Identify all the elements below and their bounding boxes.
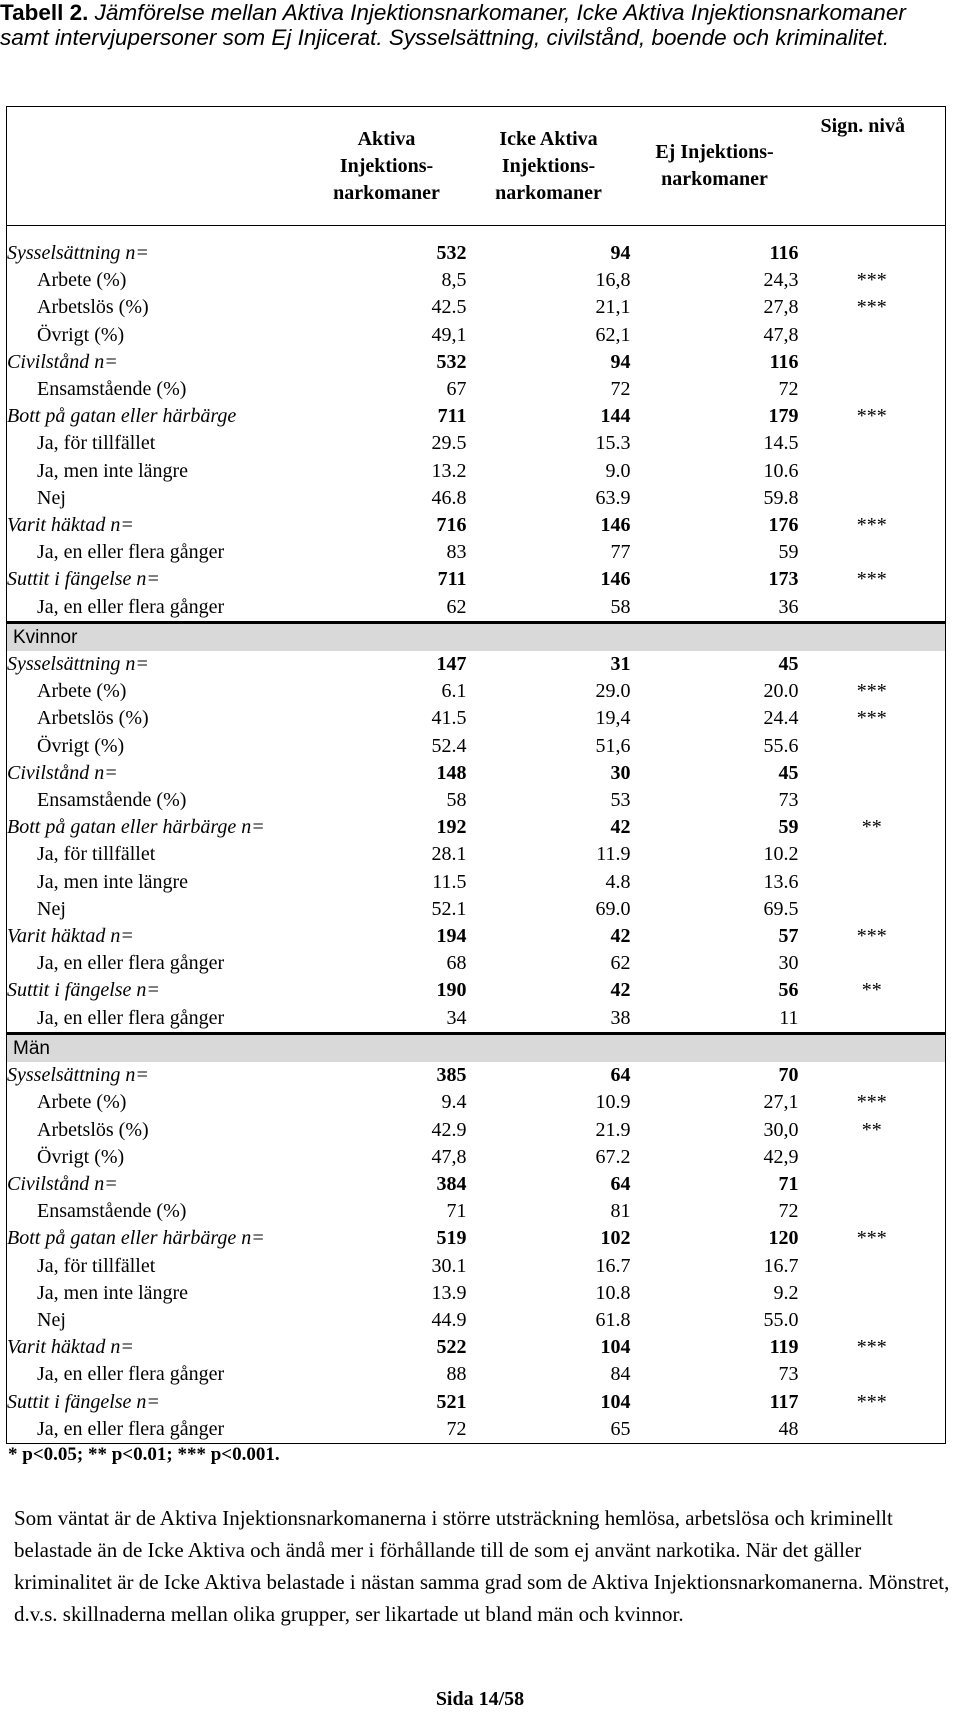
value-cell: 72 [610,378,631,401]
value-cell: 42 [610,925,631,948]
table-row [7,322,946,349]
value-cell: 711 [437,405,467,428]
significance-cell [799,760,946,787]
table-row [7,512,946,539]
value-cell: 69.0 [595,897,631,920]
row-label: Nej [7,896,307,923]
row-label: Civilstånd n= [7,1171,307,1198]
row-label: Ja, för tillfället [7,841,307,868]
value-cell: 42.9 [431,1118,467,1141]
value-cell: 13.6 [763,870,799,893]
significance-cell: *** [799,512,946,539]
value-cell: 385 [436,1064,467,1087]
value-cell: 55.0 [763,1308,799,1331]
spacer-cell [307,226,467,241]
value-cell: 59 [778,541,799,564]
value-cell: 51,6 [595,734,631,757]
significance-cell: *** [799,294,946,321]
value-cell: 16,8 [595,269,631,292]
value-cell: 45 [778,653,799,676]
row-label: Arbetslös (%) [7,294,307,321]
value-cell: 59 [778,816,799,839]
row-label: Sysselsättning n= [7,651,307,678]
value-cell: 30 [778,952,799,975]
table-body [7,226,946,1444]
value-cell: 532 [436,242,467,264]
table-row [7,539,946,566]
table-row [7,1361,946,1388]
value-cell: 146 [600,514,631,537]
row-label: Arbetslös (%) [7,705,307,732]
value-cell: 521 [436,1390,467,1413]
value-cell: 147 [436,653,467,676]
row-label: Arbete (%) [7,678,307,705]
value-cell: 94 [610,350,631,373]
significance-cell [799,733,946,760]
significance-cell: *** [799,403,946,430]
summary-paragraph: Som väntat är de Aktiva Injektionsnarkomanerna i större utsträckning hemlösa, arbetslösa och kriminellt belastade än de Icke Aktiva och ändå mer i förhållande till de som ej använt narkotika. När det gäller kriminalitet är de Icke Aktiva belastade i nästan samma grad som de Aktiva Injektionsnarkomanerna. Mönstret, d.v.s. skillnaderna mellan olika grupper, ser likartade ut bland män och kvinnor. [14,1506,950,1626]
table-header-row [7,107,946,226]
value-cell: 64 [610,1172,631,1195]
value-cell: 16.7 [595,1254,631,1277]
value-cell: 148 [436,761,467,784]
significance-cell [799,1361,946,1388]
row-label: Ja, en eller flera gånger [7,1361,307,1388]
row-label: Suttit i fängelse n= [7,1389,307,1416]
value-cell: 71 [446,1200,467,1223]
value-cell: 116 [769,350,799,373]
value-cell: 42 [610,816,631,839]
table-row [7,594,946,623]
value-cell: 28.1 [431,843,467,866]
value-cell: 19,4 [595,707,631,730]
value-cell: 190 [436,979,467,1002]
value-cell: 46.8 [431,486,467,509]
value-cell: 8,5 [441,269,467,292]
table-row [7,896,946,923]
row-label: Arbete (%) [7,1089,307,1116]
row-label: Övrigt (%) [7,733,307,760]
table-row [7,1117,946,1144]
row-label: Ja, för tillfället [7,430,307,457]
value-cell: 30.1 [431,1254,467,1277]
value-cell: 45 [778,761,799,784]
value-cell: 27,1 [763,1091,799,1114]
value-cell: 522 [436,1336,467,1359]
significance-cell [799,430,946,457]
value-cell: 13.2 [431,459,467,482]
value-cell: 67.2 [595,1145,631,1168]
row-label: Bott på gatan eller härbärge [7,403,307,430]
spacer-cell [799,226,946,241]
value-cell: 83 [446,541,467,564]
value-cell: 53 [610,789,631,812]
table-row [7,1334,946,1361]
value-cell: 20.0 [763,680,799,703]
table-row [7,349,946,376]
value-cell: 24.4 [763,707,799,730]
table-row [7,430,946,457]
row-label: Övrigt (%) [7,1144,307,1171]
significance-cell: *** [799,1089,946,1116]
significance-cell [799,869,946,896]
significance-cell [799,1416,946,1444]
value-cell: 70 [778,1064,799,1087]
significance-cell [799,1062,946,1089]
table-row [7,1198,946,1225]
row-label: Ja, en eller flera gånger [7,539,307,566]
value-cell: 119 [769,1336,799,1359]
row-label: Varit häktad n= [7,923,307,950]
value-cell: 52.1 [431,897,467,920]
table-row [7,1307,946,1334]
significance-cell [799,1144,946,1171]
header-aktiva [307,107,467,226]
significance-cell [799,1005,946,1034]
value-cell: 38 [610,1006,631,1029]
table-row [7,869,946,896]
significance-cell [799,1171,946,1198]
row-label: Ensamstående (%) [7,1198,307,1225]
header-icke-aktiva-label: Icke Aktiva Injektions-narkomaner [495,127,602,204]
row-label: Nej [7,1307,307,1334]
value-cell: 711 [437,568,467,591]
table-row [7,458,946,485]
value-cell: 88 [446,1363,467,1386]
significance-cell [799,1253,946,1280]
value-cell: 34 [446,1006,467,1029]
value-cell: 102 [600,1227,631,1250]
value-cell: 716 [436,514,467,537]
row-label: Civilstånd n= [7,760,307,787]
value-cell: 41.5 [431,707,467,730]
value-cell: 9.2 [773,1281,799,1304]
significance-cell: ** [799,814,946,841]
value-cell: 192 [436,816,467,839]
value-cell: 63.9 [595,486,631,509]
value-cell: 61.8 [595,1308,631,1331]
value-cell: 29.0 [595,680,631,703]
table-row [7,1416,946,1444]
table-row [7,1171,946,1198]
value-cell: 64 [610,1064,631,1087]
row-label: Ensamstående (%) [7,787,307,814]
significance-cell [799,322,946,349]
header-aktiva-label: Aktiva Injektions-narkomaner [333,127,440,204]
spacer-cell [467,226,631,241]
value-cell: 42.5 [431,296,467,319]
value-cell: 532 [436,350,467,373]
table-row [7,705,946,732]
value-cell: 65 [467,1416,631,1444]
table-row [7,1062,946,1089]
value-cell: 47,8 [763,323,799,346]
value-cell: 179 [768,405,799,428]
table-row [7,1280,946,1307]
page-number: Sida 14/58 [435,1688,525,1710]
value-cell: 55.6 [763,734,799,757]
value-cell: 21,1 [595,296,631,319]
value-cell: 58 [610,595,631,618]
significance-cell [799,787,946,814]
value-cell: 56 [778,979,799,1002]
table-row [7,240,946,267]
row-label: Arbetslös (%) [7,1117,307,1144]
row-label: Ja, en eller flera gånger [7,1416,307,1444]
value-cell: 57 [778,925,799,948]
significance-cell [799,1307,946,1334]
significance-cell [799,485,946,512]
footnote: * p<0.05; ** p<0.01; *** p<0.001. [8,1444,280,1465]
value-cell: 29.5 [431,432,467,455]
table-row [7,1225,946,1252]
row-label: Sysselsättning n= [7,1062,307,1089]
table-row [7,814,946,841]
value-cell: 49,1 [431,323,467,346]
header-icke-aktiva [467,107,631,226]
value-cell: 62,1 [595,323,631,346]
value-cell: 36 [778,595,799,618]
value-cell: 11 [779,1006,799,1029]
row-label: Sysselsättning n= [7,240,307,267]
value-cell: 116 [769,242,799,264]
row-label: Civilstånd n= [7,349,307,376]
row-label: Varit häktad n= [7,512,307,539]
value-cell: 59.8 [763,486,799,509]
row-label: Ja, en eller flera gånger [7,950,307,977]
value-cell: 24,3 [763,269,799,292]
row-label: Bott på gatan eller härbärge n= [7,1225,307,1252]
row-label: Övrigt (%) [7,322,307,349]
value-cell: 117 [769,1390,799,1413]
value-cell: 30 [610,761,631,784]
value-cell: 9.0 [605,459,631,482]
table-row [7,923,946,950]
value-cell: 14.5 [763,432,799,455]
significance-cell: ** [799,977,946,1004]
significance-cell: *** [799,678,946,705]
value-cell: 48 [631,1416,799,1444]
value-cell: 84 [610,1363,631,1386]
row-label: Ja, men inte längre [7,869,307,896]
table-row [7,977,946,1004]
table-row [7,376,946,403]
significance-cell [799,240,946,267]
value-cell: 72 [778,378,799,401]
row-label: Ja, men inte längre [7,458,307,485]
table-caption [0,0,960,50]
significance-cell: *** [799,705,946,732]
row-label: Varit häktad n= [7,1334,307,1361]
significance-cell [799,841,946,868]
significance-cell [799,458,946,485]
significance-cell: ** [799,1117,946,1144]
comparison-table [6,106,946,1444]
significance-cell [799,1198,946,1225]
significance-cell [799,896,946,923]
spacer-cell [631,226,799,241]
value-cell: 62 [610,952,631,975]
section-header-row [7,622,946,651]
row-label: Arbete (%) [7,267,307,294]
value-cell: 73 [778,789,799,812]
row-label: Nej [7,485,307,512]
header-ej [631,107,799,226]
value-cell: 11.9 [596,843,631,866]
value-cell: 47,8 [431,1145,467,1168]
value-cell: 21.9 [595,1118,631,1141]
significance-cell [799,539,946,566]
value-cell: 27,8 [763,296,799,319]
header-empty [7,107,307,226]
table-row [7,1005,946,1034]
row-label: Ja, men inte längre [7,1280,307,1307]
value-cell: 10.9 [595,1091,631,1114]
header-sign: Sign. nivå [799,107,946,226]
value-cell: 94 [610,242,631,264]
value-cell: 62 [446,595,467,618]
value-cell: 13.9 [431,1281,467,1304]
table-row [7,294,946,321]
value-cell: 120 [768,1227,799,1250]
value-cell: 72 [307,1416,467,1444]
spacer-cell [7,226,307,241]
value-cell: 104 [600,1390,631,1413]
table-row [7,485,946,512]
value-cell: 69.5 [763,897,799,920]
table-row [7,678,946,705]
value-cell: 16.7 [763,1254,799,1277]
row-label: Bott på gatan eller härbärge n= [7,814,307,841]
section-header-row [7,1033,946,1062]
value-cell: 77 [610,541,631,564]
row-label: Suttit i fängelse n= [7,566,307,593]
value-cell: 71 [778,1172,799,1195]
value-cell: 58 [446,789,467,812]
caption-lead: Tabell 2. [0,0,89,25]
significance-cell: *** [799,267,946,294]
caption-text: Jämförelse mellan Aktiva Injektionsnarkomaner, Icke Aktiva Injektionsnarkomaner samt intervjupersoner som Ej Injicerat. Sysselsättning, civilstånd, boende och kriminalitet. [0,0,906,50]
value-cell: 176 [768,514,799,537]
significance-cell [799,594,946,623]
row-label: Suttit i fängelse n= [7,977,307,1004]
value-cell: 519 [436,1227,467,1250]
value-cell: 6.1 [441,680,467,703]
table-row [7,566,946,593]
value-cell: 10.2 [763,843,799,866]
table-row [7,1089,946,1116]
significance-cell [799,651,946,678]
significance-cell: *** [799,923,946,950]
table-row [7,1253,946,1280]
significance-cell [799,950,946,977]
value-cell: 4.8 [605,870,631,893]
value-cell: 67 [446,378,467,401]
value-cell: 30,0 [763,1118,799,1141]
value-cell: 68 [446,952,467,975]
significance-cell: *** [799,566,946,593]
value-cell: 104 [600,1336,631,1359]
significance-cell [799,1280,946,1307]
value-cell: 44.9 [431,1308,467,1331]
value-cell: 11.5 [432,870,467,893]
table-row [7,787,946,814]
row-label: Ja, en eller flera gånger [7,1005,307,1034]
significance-cell: *** [799,1389,946,1416]
value-cell: 15.3 [595,432,631,455]
header-ej-label: Ej Injektions-narkomaner [655,141,774,190]
value-cell: 73 [778,1363,799,1386]
value-cell: 173 [768,568,799,591]
value-cell: 384 [436,1172,467,1195]
significance-cell [799,376,946,403]
section-label: Män [7,1033,946,1062]
table-row [7,733,946,760]
value-cell: 81 [610,1200,631,1223]
value-cell: 194 [436,925,467,948]
value-cell: 146 [600,568,631,591]
significance-cell: *** [799,1334,946,1361]
value-cell: 52.4 [431,734,467,757]
table-row [7,760,946,787]
value-cell: 42,9 [763,1145,799,1168]
row-label: Ja, för tillfället [7,1253,307,1280]
value-cell: 31 [610,653,631,676]
table-row [7,841,946,868]
table-row [7,403,946,430]
table-row [7,1389,946,1416]
table-row [7,950,946,977]
table-row [7,267,946,294]
value-cell: 72 [778,1200,799,1223]
section-label: Kvinnor [7,622,946,651]
table-row [7,1144,946,1171]
significance-cell: *** [799,1225,946,1252]
table-spacer [7,226,946,241]
value-cell: 10.6 [763,459,799,482]
value-cell: 9.4 [441,1091,467,1114]
value-cell: 42 [610,979,631,1002]
value-cell: 144 [600,405,631,428]
row-label: Ja, en eller flera gånger [7,594,307,623]
significance-cell [799,349,946,376]
table-row [7,651,946,678]
value-cell: 10.8 [595,1281,631,1304]
row-label: Ensamstående (%) [7,376,307,403]
